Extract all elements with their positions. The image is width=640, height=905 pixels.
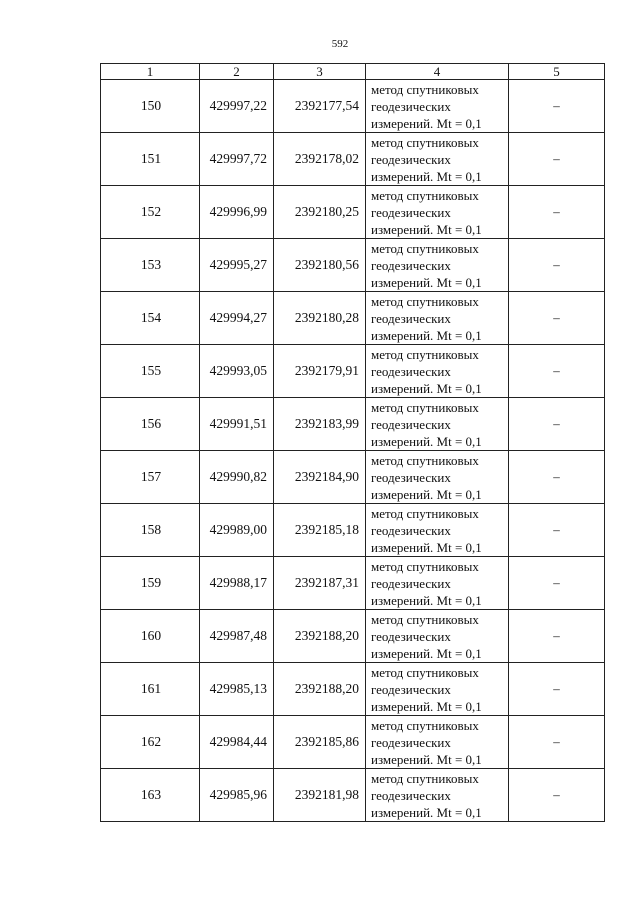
table-row xyxy=(101,345,605,398)
note-cell: – xyxy=(509,80,605,133)
table-row xyxy=(101,451,605,504)
method-cell: метод спутниковых геодезических измерений. Mt = 0,1 xyxy=(366,292,509,345)
method-cell: метод спутниковых геодезических измерений. Mt = 0,1 xyxy=(366,716,509,769)
table-row xyxy=(101,610,605,663)
method-cell: метод спутниковых геодезических измерений. Mt = 0,1 xyxy=(366,610,509,663)
x-coordinate-cell: 429993,05 xyxy=(200,345,274,398)
note-cell: – xyxy=(509,133,605,186)
y-coordinate-cell: 2392177,54 xyxy=(274,80,366,133)
method-cell: метод спутниковых геодезических измерений. Mt = 0,1 xyxy=(366,239,509,292)
y-coordinate-cell: 2392180,28 xyxy=(274,292,366,345)
y-coordinate-cell: 2392185,18 xyxy=(274,504,366,557)
note-cell: – xyxy=(509,557,605,610)
note-cell: – xyxy=(509,451,605,504)
table-row xyxy=(101,504,605,557)
point-number-cell: 159 xyxy=(101,557,200,610)
x-coordinate-cell: 429987,48 xyxy=(200,610,274,663)
table-row xyxy=(101,663,605,716)
column-header-1: 1 xyxy=(101,64,200,80)
method-cell: метод спутниковых геодезических измерений. Mt = 0,1 xyxy=(366,769,509,822)
point-number-cell: 163 xyxy=(101,769,200,822)
note-cell: – xyxy=(509,663,605,716)
x-coordinate-cell: 429995,27 xyxy=(200,239,274,292)
note-cell: – xyxy=(509,345,605,398)
point-number-cell: 158 xyxy=(101,504,200,557)
note-cell: – xyxy=(509,239,605,292)
method-cell: метод спутниковых геодезических измерений. Mt = 0,1 xyxy=(366,504,509,557)
note-cell: – xyxy=(509,769,605,822)
page-number: 592 xyxy=(331,38,349,50)
point-number-cell: 151 xyxy=(101,133,200,186)
point-number-cell: 154 xyxy=(101,292,200,345)
column-header-3: 3 xyxy=(274,64,366,80)
table-row xyxy=(101,186,605,239)
note-cell: – xyxy=(509,398,605,451)
method-cell: метод спутниковых геодезических измерений. Mt = 0,1 xyxy=(366,80,509,133)
x-coordinate-cell: 429985,13 xyxy=(200,663,274,716)
note-cell: – xyxy=(509,504,605,557)
y-coordinate-cell: 2392185,86 xyxy=(274,716,366,769)
method-cell: метод спутниковых геодезических измерений. Mt = 0,1 xyxy=(366,398,509,451)
point-number-cell: 155 xyxy=(101,345,200,398)
x-coordinate-cell: 429990,82 xyxy=(200,451,274,504)
y-coordinate-cell: 2392181,98 xyxy=(274,769,366,822)
x-coordinate-cell: 429997,72 xyxy=(200,133,274,186)
point-number-cell: 153 xyxy=(101,239,200,292)
y-coordinate-cell: 2392187,31 xyxy=(274,557,366,610)
point-number-cell: 157 xyxy=(101,451,200,504)
y-coordinate-cell: 2392179,91 xyxy=(274,345,366,398)
method-cell: метод спутниковых геодезических измерений. Mt = 0,1 xyxy=(366,451,509,504)
table-row xyxy=(101,769,605,822)
point-number-cell: 160 xyxy=(101,610,200,663)
y-coordinate-cell: 2392178,02 xyxy=(274,133,366,186)
column-header-5: 5 xyxy=(509,64,605,80)
x-coordinate-cell: 429989,00 xyxy=(200,504,274,557)
x-coordinate-cell: 429985,96 xyxy=(200,769,274,822)
table-header xyxy=(101,64,605,80)
y-coordinate-cell: 2392188,20 xyxy=(274,663,366,716)
table-row xyxy=(101,557,605,610)
table-row xyxy=(101,239,605,292)
column-header-4: 4 xyxy=(366,64,509,80)
table-body xyxy=(101,80,605,822)
note-cell: – xyxy=(509,716,605,769)
x-coordinate-cell: 429988,17 xyxy=(200,557,274,610)
x-coordinate-cell: 429997,22 xyxy=(200,80,274,133)
x-coordinate-cell: 429996,99 xyxy=(200,186,274,239)
table-row xyxy=(101,398,605,451)
point-number-cell: 161 xyxy=(101,663,200,716)
table-row xyxy=(101,716,605,769)
x-coordinate-cell: 429991,51 xyxy=(200,398,274,451)
x-coordinate-cell: 429994,27 xyxy=(200,292,274,345)
point-number-cell: 152 xyxy=(101,186,200,239)
method-cell: метод спутниковых геодезических измерений. Mt = 0,1 xyxy=(366,663,509,716)
table-row xyxy=(101,292,605,345)
y-coordinate-cell: 2392184,90 xyxy=(274,451,366,504)
method-cell: метод спутниковых геодезических измерений. Mt = 0,1 xyxy=(366,186,509,239)
y-coordinate-cell: 2392188,20 xyxy=(274,610,366,663)
method-cell: метод спутниковых геодезических измерений. Mt = 0,1 xyxy=(366,557,509,610)
header-row xyxy=(101,64,605,80)
method-cell: метод спутниковых геодезических измерений. Mt = 0,1 xyxy=(366,133,509,186)
point-number-cell: 150 xyxy=(101,80,200,133)
coordinates-table xyxy=(100,63,605,822)
method-cell: метод спутниковых геодезических измерений. Mt = 0,1 xyxy=(366,345,509,398)
y-coordinate-cell: 2392180,56 xyxy=(274,239,366,292)
table-row xyxy=(101,133,605,186)
point-number-cell: 156 xyxy=(101,398,200,451)
table-row xyxy=(101,80,605,133)
note-cell: – xyxy=(509,610,605,663)
y-coordinate-cell: 2392180,25 xyxy=(274,186,366,239)
point-number-cell: 162 xyxy=(101,716,200,769)
note-cell: – xyxy=(509,186,605,239)
y-coordinate-cell: 2392183,99 xyxy=(274,398,366,451)
x-coordinate-cell: 429984,44 xyxy=(200,716,274,769)
column-header-2: 2 xyxy=(200,64,274,80)
note-cell: – xyxy=(509,292,605,345)
